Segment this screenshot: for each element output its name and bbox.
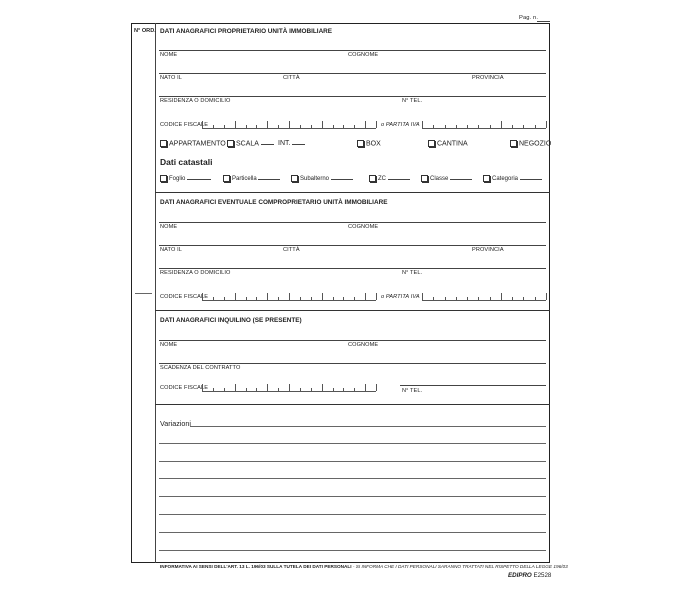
char-box-tick <box>289 293 290 300</box>
char-box-tick <box>235 384 236 391</box>
coowner-birth-line[interactable] <box>159 245 546 246</box>
char-box-tick <box>300 297 301 300</box>
char-box-tick <box>224 388 225 391</box>
char-box-tick <box>267 384 268 391</box>
char-box-tick <box>235 121 236 128</box>
char-box-tick <box>333 125 334 128</box>
coowner-section-title: DATI ANAGRAFICI EVENTUALE COMPROPRIETARIO UNITÀ IMMOBILIARE <box>160 199 388 206</box>
owner-nato-label: NATO IL <box>160 75 182 81</box>
footer-brand-block <box>508 572 551 579</box>
char-box-tick <box>456 125 457 128</box>
char-box-tick <box>213 125 214 128</box>
privacy-notice <box>160 564 568 569</box>
char-box-tick <box>333 388 334 391</box>
cadastral-categoria-label: Categoria <box>492 176 519 183</box>
tenant-nome-label: NOME <box>160 342 178 348</box>
char-box-tick <box>501 293 502 300</box>
owner-cf-field[interactable] <box>202 121 376 129</box>
cadastral-subalterno-label: Subalterno <box>300 176 330 183</box>
checkbox[interactable] <box>421 175 428 182</box>
char-box-tick <box>365 384 366 391</box>
char-box-tick <box>422 121 423 128</box>
tenant-cognome-label: COGNOME <box>348 342 379 348</box>
char-box-tick <box>354 297 355 300</box>
char-box-tick <box>546 293 547 300</box>
owner-birth-line[interactable] <box>159 73 546 74</box>
char-box-tick <box>467 297 468 300</box>
tenant-scadenza-line[interactable] <box>159 363 546 364</box>
checkbox[interactable] <box>227 140 234 147</box>
unit-negozio-label: NEGOZIO <box>519 140 552 148</box>
checkbox[interactable] <box>483 175 490 182</box>
variations-line[interactable] <box>159 461 546 462</box>
char-box-tick <box>311 297 312 300</box>
char-box-tick <box>365 293 366 300</box>
checkbox[interactable] <box>223 175 230 182</box>
cadastral-particella[interactable] <box>223 175 280 182</box>
char-box-tick <box>202 293 203 300</box>
order-column-divider <box>155 23 156 563</box>
coowner-provincia-label: PROVINCIA <box>472 247 504 253</box>
char-box-tick <box>224 297 225 300</box>
tenant-tel-line[interactable] <box>400 385 546 386</box>
char-box-tick <box>256 125 257 128</box>
char-box-tick <box>278 388 279 391</box>
cadastral-classe[interactable] <box>421 175 472 182</box>
owner-residenza-label: RESIDENZA O DOMICILIO <box>160 98 231 104</box>
coowner-name-line[interactable] <box>159 222 546 223</box>
owner-cf-label: CODICE FISCALE <box>160 122 209 128</box>
char-box-tick <box>322 384 323 391</box>
order-number-field[interactable] <box>135 293 152 294</box>
unit-box[interactable] <box>357 140 381 147</box>
privacy-notice-italic: - SI INFORMA CHE I DATI PERSONALI SARANNO TRATTATI NEL RISPETTO DELLA LEGGE 196/03 <box>351 564 568 569</box>
char-box-tick <box>343 388 344 391</box>
char-box-tick <box>376 384 377 391</box>
char-box-tick <box>365 121 366 128</box>
char-box-tick <box>322 121 323 128</box>
cadastral-foglio[interactable] <box>160 175 211 182</box>
char-box-tick <box>523 125 524 128</box>
page-number-label: Pag. n. <box>519 15 539 21</box>
tenant-section-title: DATI ANAGRAFICI INQUILINO (SE PRESENTE) <box>160 317 302 324</box>
owner-name-line[interactable] <box>159 50 546 51</box>
char-box-tick <box>311 125 312 128</box>
coowner-citta-label: CITTÀ <box>283 247 300 253</box>
coowner-tel-label: N° TEL. <box>402 270 423 276</box>
char-box-tick <box>213 297 214 300</box>
cadastral-foglio-label: Foglio <box>169 176 186 183</box>
variations-line[interactable] <box>159 478 546 479</box>
unit-appartamento-label: APPARTAMENTO <box>169 140 226 148</box>
tenant-scadenza-label: SCADENZA DEL CONTRATTO <box>160 365 241 371</box>
checkbox[interactable] <box>428 140 435 147</box>
tenant-tel-label: N° TEL. <box>402 388 423 394</box>
coowner-piva-label: o PARTITA IVA <box>381 294 420 300</box>
tenant-name-line[interactable] <box>159 340 546 341</box>
char-box-tick <box>300 388 301 391</box>
owner-cognome-label: COGNOME <box>348 52 379 58</box>
privacy-notice-bold: INFORMATIVA AI SENSI DELL'ART. 13 L. 196/03 SULLA TUTELA DEI DATI PERSONALI <box>160 564 352 569</box>
unit-cantina[interactable] <box>428 140 468 147</box>
page-number-field[interactable] <box>537 21 550 22</box>
cadastral-categoria[interactable] <box>483 175 542 182</box>
checkbox[interactable] <box>291 175 298 182</box>
variations-label: Variazioni <box>160 419 192 428</box>
char-box-tick <box>501 121 502 128</box>
char-box-tick <box>456 297 457 300</box>
variations-line[interactable] <box>190 426 546 427</box>
cadastral-classe-label: Classe <box>430 176 449 183</box>
cadastral-zc-label: ZC <box>378 176 386 183</box>
char-box-tick <box>445 297 446 300</box>
coowner-residenza-label: RESIDENZA O DOMICILIO <box>160 270 231 276</box>
form-code: E2528 <box>533 572 552 579</box>
checkbox[interactable] <box>160 140 167 147</box>
unit-int-label: INT. <box>278 140 291 147</box>
owner-tel-label: N° TEL. <box>402 98 423 104</box>
section-divider <box>155 192 550 193</box>
char-box-tick <box>322 293 323 300</box>
char-box-tick <box>490 125 491 128</box>
variations-line[interactable] <box>159 496 546 497</box>
char-box-tick <box>278 125 279 128</box>
char-box-tick <box>300 125 301 128</box>
char-box-tick <box>478 125 479 128</box>
variations-line[interactable] <box>159 514 546 515</box>
char-box-tick <box>256 297 257 300</box>
owner-piva-field[interactable] <box>422 121 546 129</box>
variations-line[interactable] <box>159 550 546 551</box>
coowner-piva-field[interactable] <box>422 293 546 301</box>
char-box-tick <box>512 125 513 128</box>
char-box-tick <box>289 121 290 128</box>
order-column-label: N° ORD. <box>134 28 156 34</box>
unit-negozio[interactable] <box>510 140 551 147</box>
unit-box-label: BOX <box>366 140 381 148</box>
char-box-tick <box>202 384 203 391</box>
section-divider <box>155 404 550 405</box>
coowner-cf-label: CODICE FISCALE <box>160 294 209 300</box>
checkbox[interactable] <box>357 140 364 147</box>
char-box-tick <box>278 297 279 300</box>
unit-appartamento[interactable] <box>160 140 226 147</box>
char-box-tick <box>235 293 236 300</box>
char-box-tick <box>267 121 268 128</box>
cadastral-particella-label: Particella <box>232 176 257 183</box>
char-box-tick <box>224 125 225 128</box>
char-box-tick <box>535 297 536 300</box>
cadastral-subalterno[interactable] <box>291 175 353 182</box>
coowner-nato-label: NATO IL <box>160 247 182 253</box>
char-box-tick <box>354 125 355 128</box>
char-box-tick <box>490 297 491 300</box>
coowner-cognome-label: COGNOME <box>348 224 379 230</box>
char-box-tick <box>213 388 214 391</box>
char-box-tick <box>376 293 377 300</box>
char-box-tick <box>535 125 536 128</box>
char-box-tick <box>467 125 468 128</box>
cadastral-title: Dati catastali <box>160 157 213 167</box>
char-box-tick <box>354 388 355 391</box>
cadastral-zc[interactable] <box>369 175 410 182</box>
owner-residence-line[interactable] <box>159 96 546 97</box>
char-box-tick <box>246 388 247 391</box>
tenant-cf-label: CODICE FISCALE <box>160 385 209 391</box>
checkbox[interactable] <box>369 175 376 182</box>
char-box-tick <box>246 297 247 300</box>
coowner-nome-label: NOME <box>160 224 178 230</box>
brand-logo: EDIPRO <box>508 572 532 579</box>
char-box-tick <box>267 293 268 300</box>
owner-nome-label: NOME <box>160 52 178 58</box>
char-box-tick <box>311 388 312 391</box>
char-box-tick <box>433 125 434 128</box>
char-box-tick <box>523 297 524 300</box>
char-box-tick <box>343 297 344 300</box>
char-box-tick <box>343 125 344 128</box>
unit-scala[interactable] <box>227 140 274 147</box>
char-box-tick <box>546 121 547 128</box>
variations-line[interactable] <box>159 532 546 533</box>
variations-line[interactable] <box>159 443 546 444</box>
owner-piva-label: o PARTITA IVA <box>381 122 420 128</box>
char-box-tick <box>433 297 434 300</box>
char-box-tick <box>422 293 423 300</box>
checkbox[interactable] <box>160 175 167 182</box>
char-box-tick <box>333 297 334 300</box>
char-box-tick <box>445 125 446 128</box>
char-box-tick <box>289 384 290 391</box>
char-box-tick <box>512 297 513 300</box>
owner-provincia-label: PROVINCIA <box>472 75 504 81</box>
unit-scala-label: SCALA <box>236 140 259 148</box>
owner-citta-label: CITTÀ <box>283 75 300 81</box>
tenant-cf-field[interactable] <box>202 384 376 392</box>
owner-section-title: DATI ANAGRAFICI PROPRIETARIO UNITÀ IMMOBILIARE <box>160 28 333 35</box>
unit-int[interactable] <box>278 140 305 147</box>
char-box-tick <box>246 125 247 128</box>
char-box-tick <box>376 121 377 128</box>
char-box-tick <box>256 388 257 391</box>
coowner-cf-field[interactable] <box>202 293 376 301</box>
section-divider <box>155 310 550 311</box>
char-box-tick <box>478 297 479 300</box>
coowner-residence-line[interactable] <box>159 268 546 269</box>
unit-cantina-label: CANTINA <box>437 140 468 148</box>
checkbox[interactable] <box>510 140 517 147</box>
char-box-tick <box>202 121 203 128</box>
